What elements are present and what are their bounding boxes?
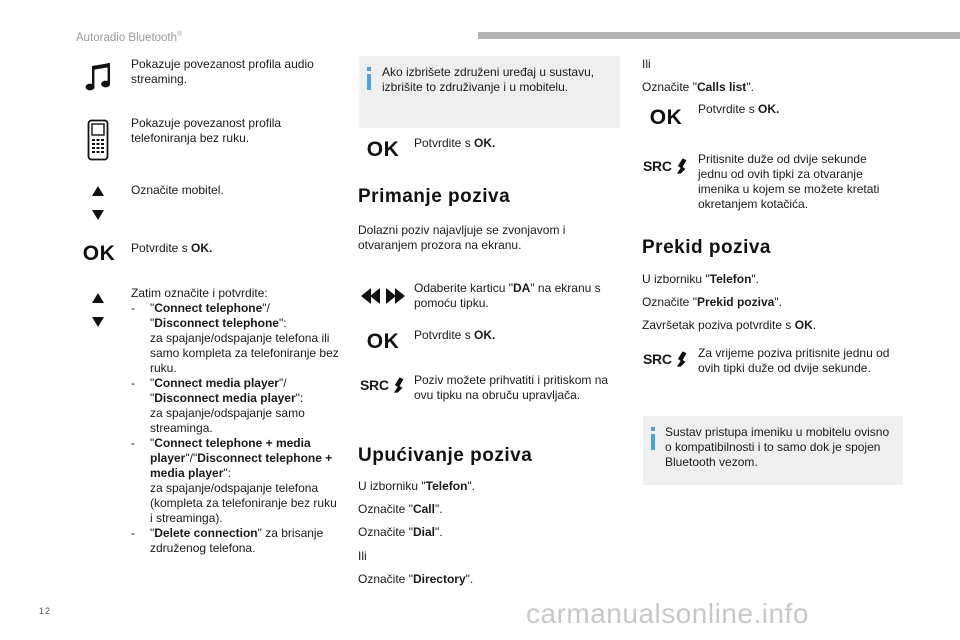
section-title-end: Prekid poziva	[642, 237, 771, 258]
up-down-arrows-icon	[90, 185, 106, 221]
during-call-text: Za vrijeme poziva pritisnite jednu od ovih tipki duže od dvije sekunde.	[698, 346, 890, 375]
select-directory-text: Označite "Directory".	[358, 572, 474, 586]
confirm-ok-text: Potvrdite s OK.	[414, 136, 496, 150]
select-dial-text: Označite "Dial".	[358, 525, 443, 539]
section-title-receive: Primanje poziva	[358, 186, 511, 207]
header-title: Autoradio Bluetooth®	[76, 31, 183, 44]
or-text: Ili	[358, 549, 367, 563]
src-phone-icon: SRC	[643, 155, 689, 177]
accept-call-text: Poziv možete prihvatiti i pritiskom na ovu tipku na obruču upravljača.	[414, 373, 609, 402]
seek-arrows-icon	[360, 286, 406, 306]
ok-button-icon: OK	[366, 137, 400, 161]
audio-profile-text: Pokazuje povezanost profila audio streaming.	[131, 57, 314, 86]
list-item: - "Delete connection" za brisanje združenog telefona.	[131, 526, 324, 555]
finish-ok-text: Završetak poziva potvrdite s OK.	[642, 318, 817, 332]
confirm-ok-text: Potvrdite s OK.	[698, 102, 780, 116]
menu-telefon-text: U izborniku "Telefon".	[642, 272, 759, 286]
page-number: 12	[39, 606, 52, 616]
list-item: - "Connect telephone + media player"/"Disconnect telephone + media player": za spajanje/odspajanje telefona (kompleta za telefoniranje bez ruku i streaminga).	[131, 436, 337, 525]
confirm-ok-text: Potvrdite s OK.	[414, 328, 496, 342]
info-box-delete	[359, 56, 620, 128]
connection-options-list	[131, 286, 339, 556]
src-phone-icon: SRC	[643, 348, 689, 370]
src-long-press-text: Pritisnite duže od dvije sekunde jednu od ovih tipki za otvaranje imenika u kojem se možete kretati okretanjem kotačića.	[698, 152, 880, 211]
src-phone-icon: SRC	[360, 374, 406, 396]
info-icon	[651, 427, 655, 431]
music-note-icon	[84, 60, 114, 92]
handsfree-profile-text: Pokazuje povezanost profila telefoniranja bez ruku.	[131, 116, 282, 145]
then-select-text: Zatim označite i potvrdite:	[131, 286, 268, 300]
select-tab-text: Odaberite karticu "DA" na ekranu s pomoću tipku.	[414, 281, 601, 310]
select-call-text: Označite "Call".	[358, 502, 443, 516]
receive-text: Dolazni poziv najavljuje se zvonjavom i otvaranjem prozora na ekranu.	[358, 223, 566, 252]
list-item: - "Connect telephone"/ "Disconnect telephone": za spajanje/odspajanje telefona ili samo kompleta za telefoniranje bez ruku.	[131, 301, 339, 375]
info-phonebook-text: Sustav pristupa imeniku u mobitelu ovisno o kompatibilnosti i to samo dok je spojen Bluetooth vezom.	[665, 425, 890, 469]
up-down-arrows-icon	[90, 292, 106, 328]
confirm-ok-text: Potvrdite s OK.	[131, 241, 213, 255]
or-text: Ili	[642, 57, 651, 71]
info-delete-text: Ako izbrišete združeni uređaj u sustavu, izbrišite to združivanje i u mobitelu.	[382, 65, 595, 94]
ok-button-icon: OK	[649, 105, 683, 129]
ok-button-icon: OK	[82, 241, 116, 265]
list-item: - "Connect media player"/ "Disconnect media player": za spajanje/odspajanje samo streaminga.	[131, 376, 305, 435]
select-calls-list-text: Označite "Calls list".	[642, 80, 754, 94]
select-end-call-text: Označite "Prekid poziva".	[642, 295, 782, 309]
watermark: carmanualsonline.info	[526, 598, 809, 629]
info-box-phonebook	[643, 416, 903, 485]
mobile-phone-icon	[86, 119, 110, 161]
select-phone-text: Označite mobitel.	[131, 183, 224, 197]
menu-telefon-text: U izborniku "Telefon".	[358, 479, 475, 493]
section-title-call: Upućivanje poziva	[358, 445, 533, 466]
ok-button-icon: OK	[366, 329, 400, 353]
header-bar	[478, 32, 960, 39]
info-icon	[367, 67, 371, 71]
